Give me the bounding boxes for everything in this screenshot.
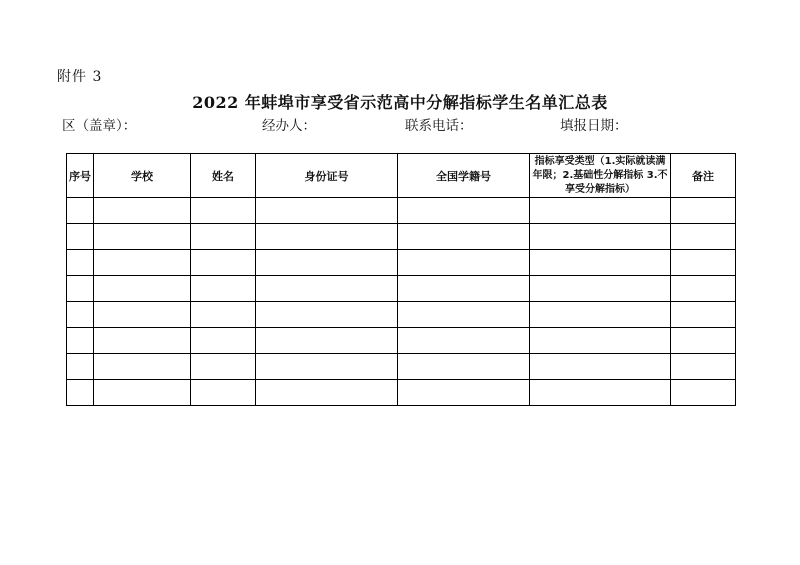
student-roster-table [66,153,736,406]
table-row [67,354,736,380]
cell-id-number[interactable] [256,276,398,302]
header-seq: 序号 [67,154,94,198]
cell-school[interactable] [94,250,191,276]
cell-id-number[interactable] [256,250,398,276]
cell-school[interactable] [94,224,191,250]
district-seal-label: 区（盖章）： [62,118,137,134]
cell-quota-type[interactable] [530,198,671,224]
cell-name[interactable] [191,198,256,224]
cell-name[interactable] [191,302,256,328]
cell-national-student-id[interactable] [398,276,530,302]
cell-name[interactable] [191,250,256,276]
cell-seq[interactable] [67,354,94,380]
cell-national-student-id[interactable] [398,328,530,354]
cell-school[interactable] [94,302,191,328]
table-row [67,380,736,406]
cell-id-number[interactable] [256,380,398,406]
cell-national-student-id[interactable] [398,198,530,224]
cell-national-student-id[interactable] [398,250,530,276]
phone-label: 联系电话： [405,118,473,134]
cell-national-student-id[interactable] [398,354,530,380]
header-school: 学校 [94,154,191,198]
cell-quota-type[interactable] [530,302,671,328]
cell-id-number[interactable] [256,302,398,328]
header-quota-type: 指标享受类型（1.实际就读满年限；2.基础性分解指标 3.不享受分解指标） [530,154,671,198]
cell-name[interactable] [191,224,256,250]
cell-seq[interactable] [67,224,94,250]
cell-remarks[interactable] [671,328,736,354]
fill-date-label: 填报日期： [560,118,628,134]
cell-name[interactable] [191,380,256,406]
cell-quota-type[interactable] [530,250,671,276]
table-row [67,328,736,354]
cell-remarks[interactable] [671,380,736,406]
header-national-student-id: 全国学籍号 [398,154,530,198]
cell-quota-type[interactable] [530,224,671,250]
document-title: 2022 年蚌埠市享受省示范高中分解指标学生名单汇总表 [192,93,608,112]
cell-seq[interactable] [67,302,94,328]
cell-school[interactable] [94,276,191,302]
cell-school[interactable] [94,198,191,224]
table-body [67,198,736,406]
cell-quota-type[interactable] [530,328,671,354]
table-row [67,276,736,302]
cell-seq[interactable] [67,328,94,354]
header-name: 姓名 [191,154,256,198]
cell-national-student-id[interactable] [398,224,530,250]
cell-school[interactable] [94,380,191,406]
handler-label: 经办人： [262,118,316,134]
cell-national-student-id[interactable] [398,380,530,406]
cell-quota-type[interactable] [530,380,671,406]
table-row [67,198,736,224]
cell-name[interactable] [191,276,256,302]
cell-school[interactable] [94,354,191,380]
cell-name[interactable] [191,354,256,380]
header-id-number: 身份证号 [256,154,398,198]
table-row [67,302,736,328]
cell-remarks[interactable] [671,276,736,302]
cell-seq[interactable] [67,250,94,276]
header-remarks: 备注 [671,154,736,198]
cell-id-number[interactable] [256,328,398,354]
attachment-label: 附件 3 [57,69,103,85]
cell-quota-type[interactable] [530,276,671,302]
table-header-row [67,154,736,198]
cell-id-number[interactable] [256,224,398,250]
cell-remarks[interactable] [671,354,736,380]
cell-quota-type[interactable] [530,354,671,380]
cell-remarks[interactable] [671,250,736,276]
cell-seq[interactable] [67,198,94,224]
cell-id-number[interactable] [256,354,398,380]
table-row [67,224,736,250]
meta-row [0,114,800,134]
cell-seq[interactable] [67,380,94,406]
cell-remarks[interactable] [671,224,736,250]
cell-national-student-id[interactable] [398,302,530,328]
cell-seq[interactable] [67,276,94,302]
cell-remarks[interactable] [671,302,736,328]
cell-id-number[interactable] [256,198,398,224]
cell-remarks[interactable] [671,198,736,224]
cell-school[interactable] [94,328,191,354]
table-row [67,250,736,276]
cell-name[interactable] [191,328,256,354]
